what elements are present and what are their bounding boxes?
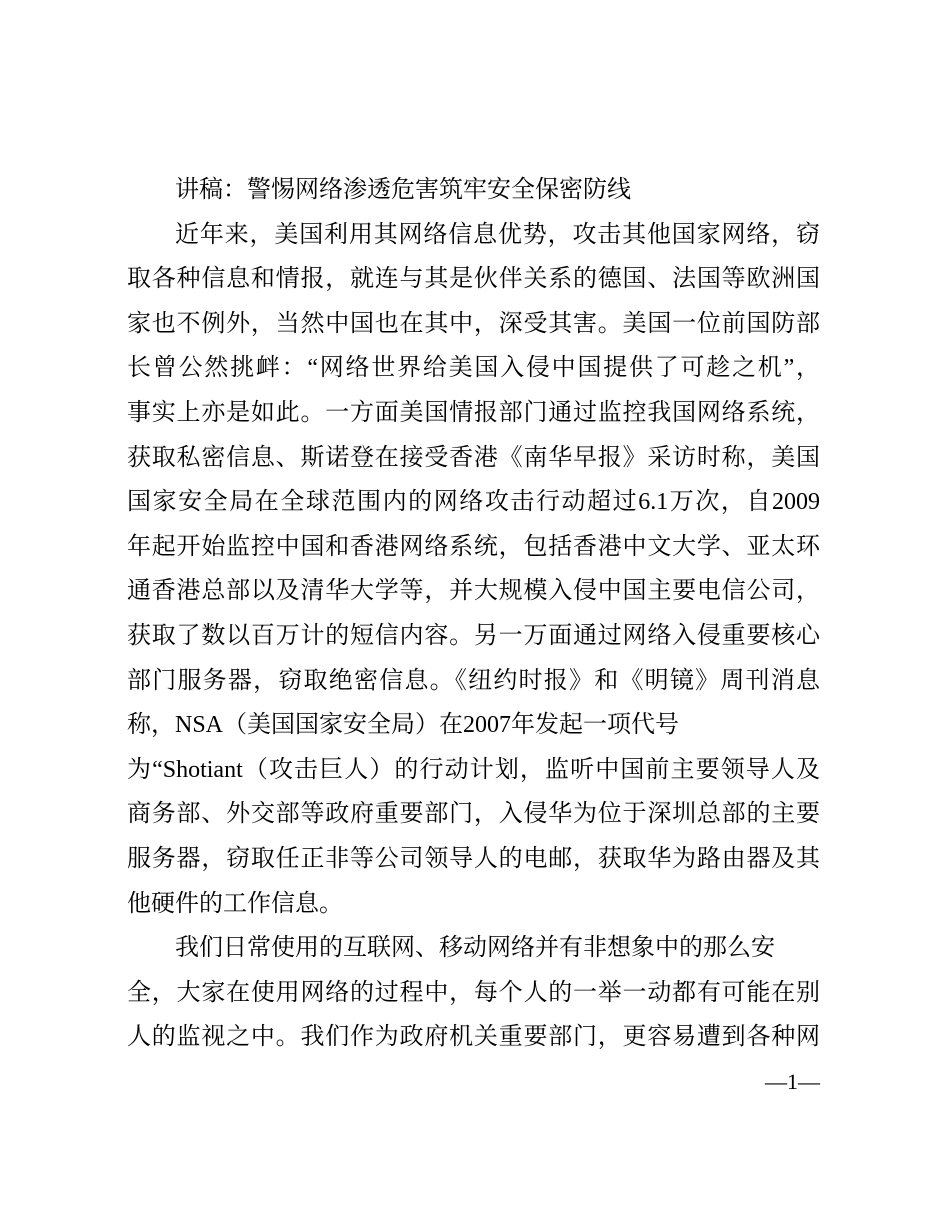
paragraph-line: 商务部、外交部等政府重要部门，入侵华为位于深圳总部的主要 <box>127 801 820 828</box>
paragraph-line: 服务器，窃取任正非等公司领导人的电邮，获取华为路由器及其 <box>127 845 820 872</box>
page-number: —1— <box>765 1069 820 1094</box>
paragraph-line: 全，大家在使用网络的过程中，每个人的一举一动都有可能在别 <box>127 979 820 1006</box>
paragraph-line: 我们日常使用的互联网、移动网络并有非想象中的那么安 <box>175 935 775 962</box>
paragraph-line: 年起开始监控中国和香港网络系统，包括香港中文大学、亚太环 <box>127 533 820 560</box>
paragraph-line: 人的监视之中。我们作为政府机关重要部门，更容易遭到各种网 <box>127 1024 820 1051</box>
paragraph-line: 通香港总部以及清华大学等，并大规模入侵中国主要电信公司， <box>127 578 820 605</box>
paragraph-line: 国家安全局在全球范围内的网络攻击行动超过6.1万次，自2009 <box>127 489 820 516</box>
paragraph-line: 近年来，美国利用其网络信息优势，攻击其他国家网络，窃 <box>175 221 820 248</box>
paragraph-line: 他硬件的工作信息。 <box>127 890 343 917</box>
paragraph-line: 获取了数以百万计的短信内容。另一万面通过网络入侵重要核心 <box>127 622 820 649</box>
paragraph-line: 取各种信息和情报，就连与其是伙伴关系的德国、法国等欧洲国 <box>127 266 820 293</box>
paragraph-line: 称，NSA（美国国家安全局）在2007年发起一项代号 <box>127 712 680 739</box>
paragraph-line: 事实上亦是如此。一方面美国情报部门通过监控我国网络系统， <box>127 399 820 426</box>
paragraph-line: 家也不例外，当然中国也在其中，深受其害。美国一位前国防部 <box>127 310 820 337</box>
paragraph-line: 获取私密信息、斯诺登在接受香港《南华早报》采访时称，美国 <box>127 444 820 471</box>
paragraph-line: 长曾公然挑衅：“网络世界给美国入侵中国提供了可趁之机”， <box>127 355 820 382</box>
paragraph-line: 部门服务器，窃取绝密信息。《纽约时报》和《明镜》周刊消息 <box>127 667 820 694</box>
document-title: 讲稿：警惕网络渗透危害筑牢安全保密防线 <box>175 177 631 203</box>
paragraph-line: 为“Shotiant（攻击巨人）的行动计划，监听中国前主要领导人及 <box>127 756 820 783</box>
document-body <box>127 168 820 1060</box>
